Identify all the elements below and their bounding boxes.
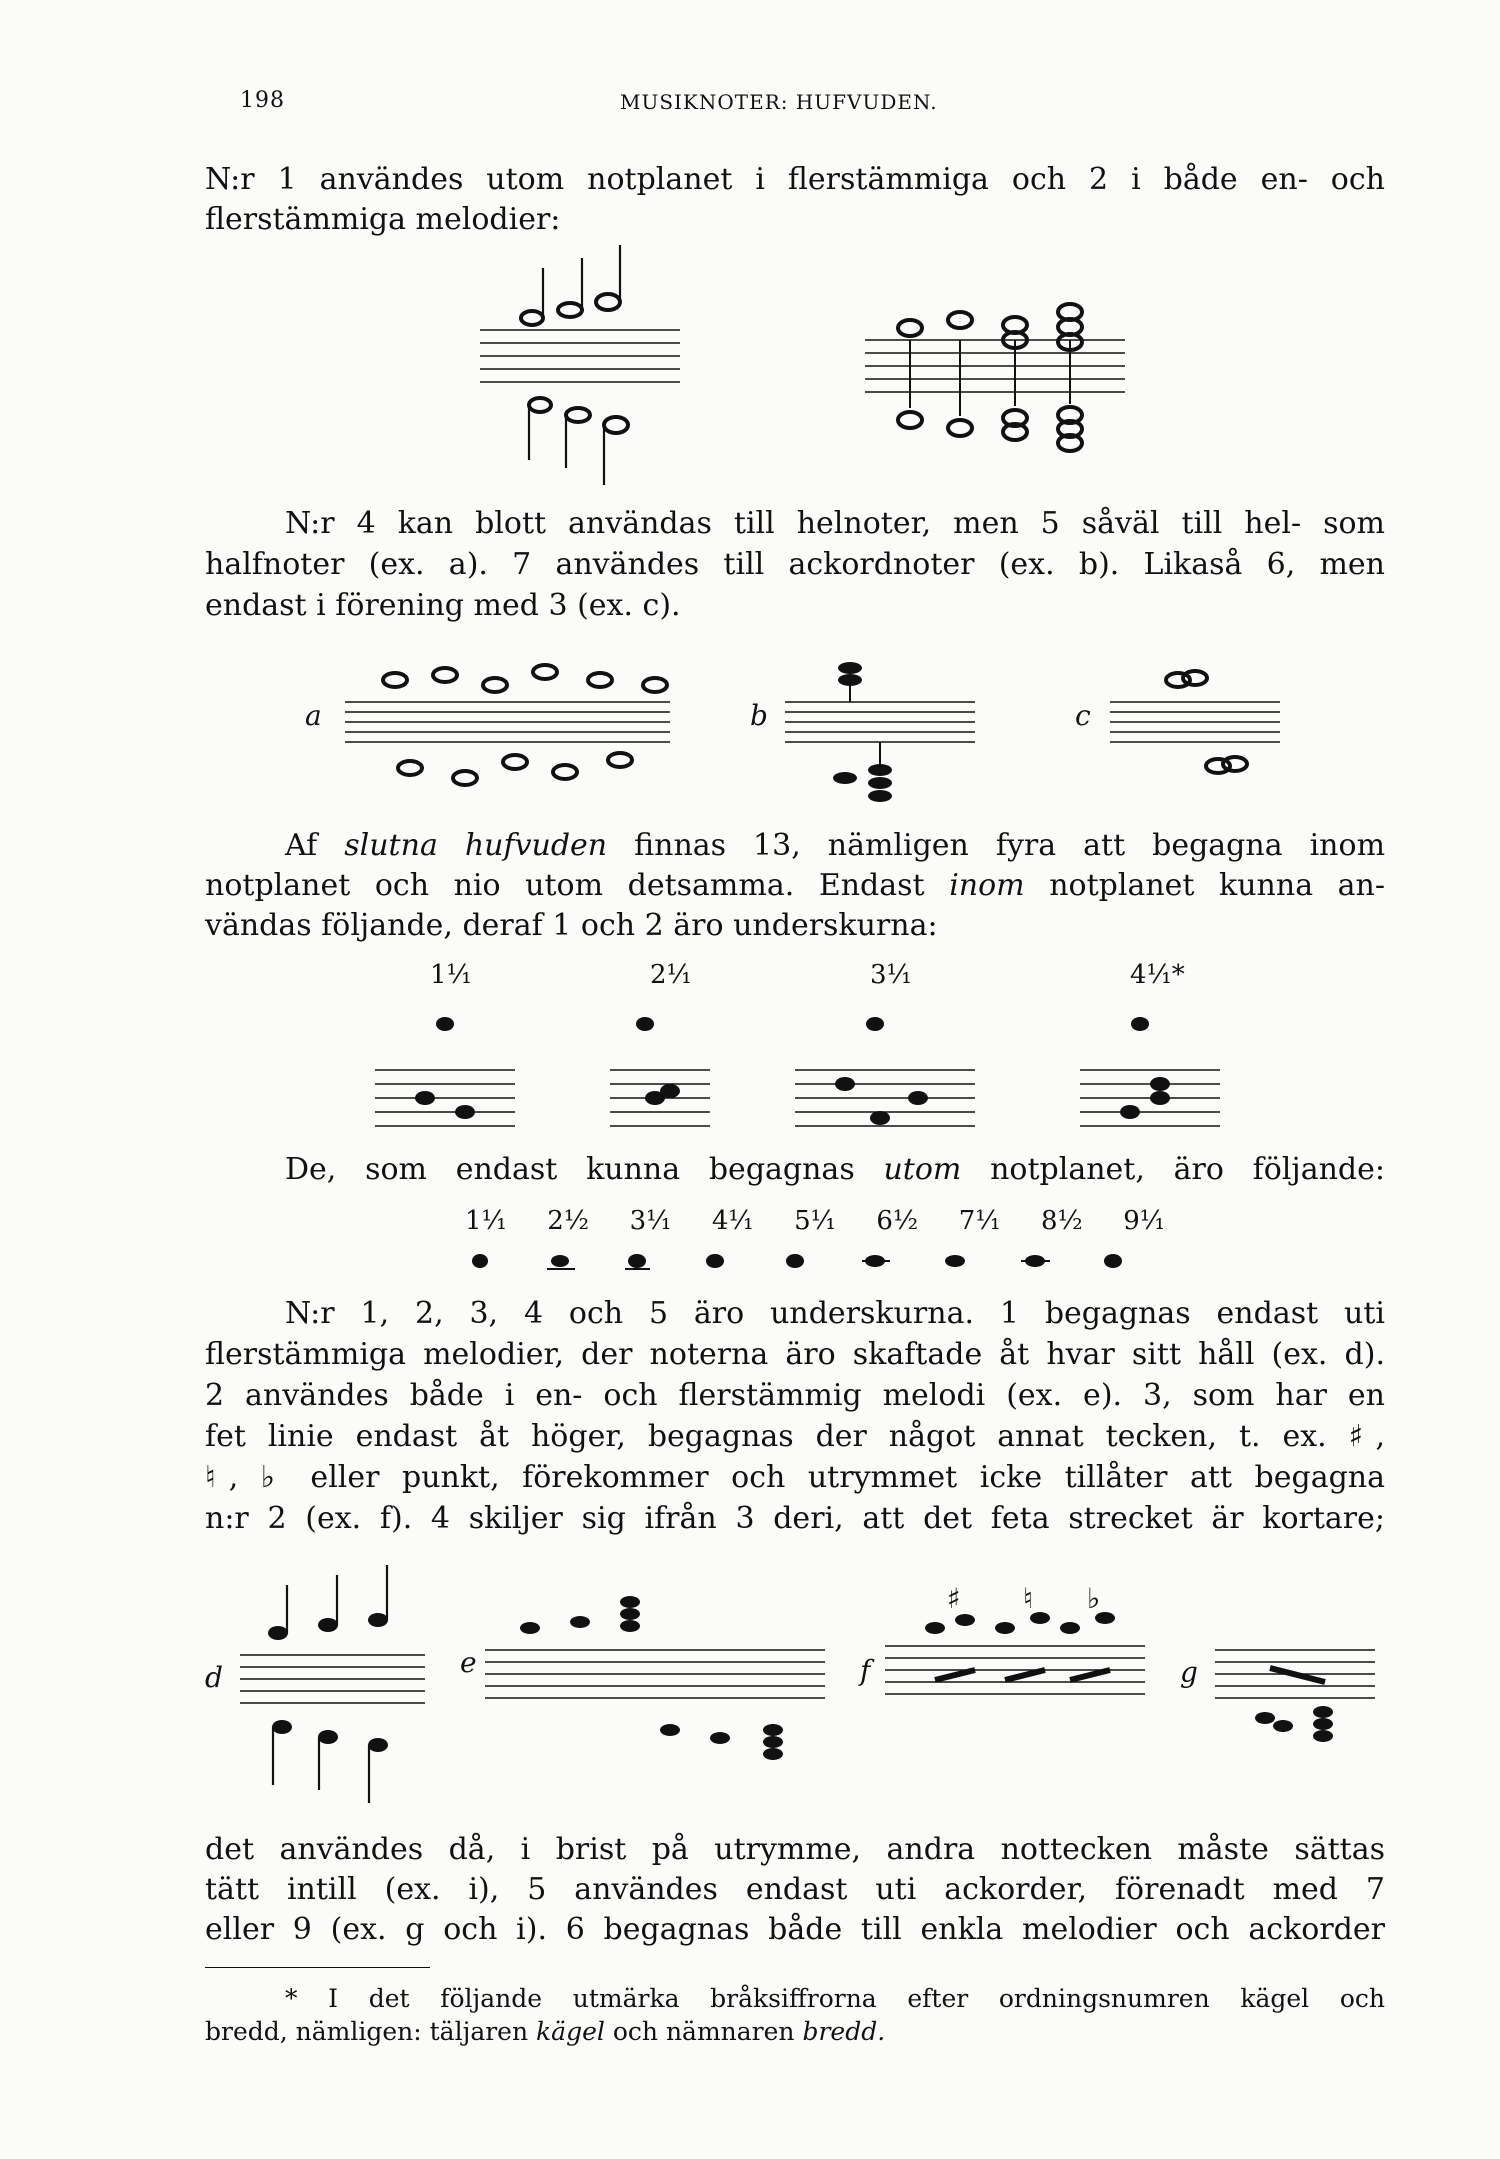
example-g — [1175, 1600, 1385, 1770]
paragraph-line: Af slutna hufvuden finnas 13, nämligen fyra att begagna inom — [285, 828, 1386, 863]
note-heads — [521, 245, 628, 485]
staff — [480, 330, 680, 382]
paragraph-line: N:r 4 kan blott användas till helnoter, men 5 såväl till hel- som — [285, 506, 1385, 541]
running-title: MUSIKNOTER: HUFVUDEN. — [620, 90, 938, 114]
paragraph-line: De, som endast kunna begagnas utom notplanet, äro följande: — [285, 1152, 1385, 1187]
example-f — [855, 1570, 1155, 1780]
paragraph-line: flerstämmiga melodier, der noterna äro skaftade åt hvar sitt håll (ex. d). — [205, 1337, 1385, 1372]
footnote-line: bredd, nämligen: täljaren kägel och nämnaren bredd. — [205, 2017, 886, 2046]
example-a — [300, 640, 680, 810]
closed-head-label: 4¹⁄₁* — [1130, 960, 1185, 990]
closed-heads-outside-labels: 1¹⁄₁ 2¹⁄₂ 3¹⁄₁ 4¹⁄₁ 5¹⁄₁ 6¹⁄₂ 7¹⁄₁ 8¹⁄₂ 9¹⁄₁ — [465, 1206, 1165, 1236]
example-label: a — [305, 699, 322, 732]
footnote-line: * I det följande utmärka bråksiffrorna efter ordningsnumren kägel och — [285, 1984, 1385, 2013]
svg-text:♯: ♯ — [947, 1582, 961, 1615]
closed-head-label: 1¹⁄₁ — [430, 960, 472, 990]
example-label: e — [460, 1646, 477, 1679]
note-heads — [898, 304, 1082, 451]
paragraph-line: notplanet och nio utom detsamma. Endast inom notplanet kunna an- — [205, 868, 1385, 903]
footnote-rule — [205, 1967, 430, 1968]
svg-text:♭: ♭ — [1087, 1582, 1101, 1615]
paragraph-line: N:r 1, 2, 3, 4 och 5 äro underskurna. 1 begagnas endast uti — [285, 1296, 1385, 1331]
example-label: f — [860, 1654, 871, 1687]
closed-head-label: 3¹⁄₁ — [870, 960, 912, 990]
closed-heads-inside-staff — [370, 1000, 1250, 1160]
paragraph-line: halfnoter (ex. a). 7 användes till ackordnoter (ex. b). Likaså 6, men — [205, 547, 1385, 582]
paragraph-line: flerstämmiga melodier: — [205, 202, 561, 237]
example-e — [455, 1580, 835, 1800]
paragraph-line: vändas följande, deraf 1 och 2 äro underskurna: — [205, 908, 938, 943]
example-label: c — [1075, 699, 1091, 732]
example-b — [745, 640, 1005, 830]
paragraph-line: 2 användes både i en- och flerstämmig melodi (ex. e). 3, som har en — [205, 1378, 1385, 1413]
paragraph-line: N:r 1 användes utom notplanet i flerstämmiga och 2 i både en- och — [205, 162, 1385, 197]
closed-head-label: 2¹⁄₁ — [650, 960, 692, 990]
paragraph-line: ♮, ♭ eller punkt, förekommer och utrymmet icke tillåter att begagna — [205, 1460, 1385, 1495]
example-label: g — [1180, 1656, 1198, 1689]
staff — [865, 340, 1125, 392]
paragraph-line: tätt intill (ex. i), 5 användes endast uti ackorder, förenadt med 7 — [205, 1872, 1385, 1907]
open-heads-example-1 — [470, 240, 710, 500]
example-d — [200, 1545, 440, 1815]
paragraph-line: endast i förening med 3 (ex. c). — [205, 588, 681, 623]
example-label: d — [205, 1661, 223, 1694]
open-heads-example-2 — [855, 280, 1135, 480]
paragraph-line: eller 9 (ex. g och i). 6 begagnas både till enkla melodier och ackorder — [205, 1912, 1385, 1947]
example-c — [1070, 640, 1290, 810]
page-number: 198 — [240, 88, 285, 113]
svg-text:♮: ♮ — [1023, 1582, 1034, 1615]
closed-heads-outside-staff — [465, 1245, 1185, 1285]
paragraph-line: fet linie endast åt höger, begagnas der något annat tecken, t. ex. ♯, — [205, 1419, 1385, 1454]
example-label: b — [750, 699, 768, 732]
footnote — [205, 1982, 1385, 2048]
paragraph-line: det användes då, i brist på utrymme, andra nottecken måste sättas — [205, 1832, 1385, 1867]
paragraph-line: n:r 2 (ex. f). 4 skiljer sig ifrån 3 deri, att det feta strecket är kortare; — [205, 1501, 1385, 1536]
